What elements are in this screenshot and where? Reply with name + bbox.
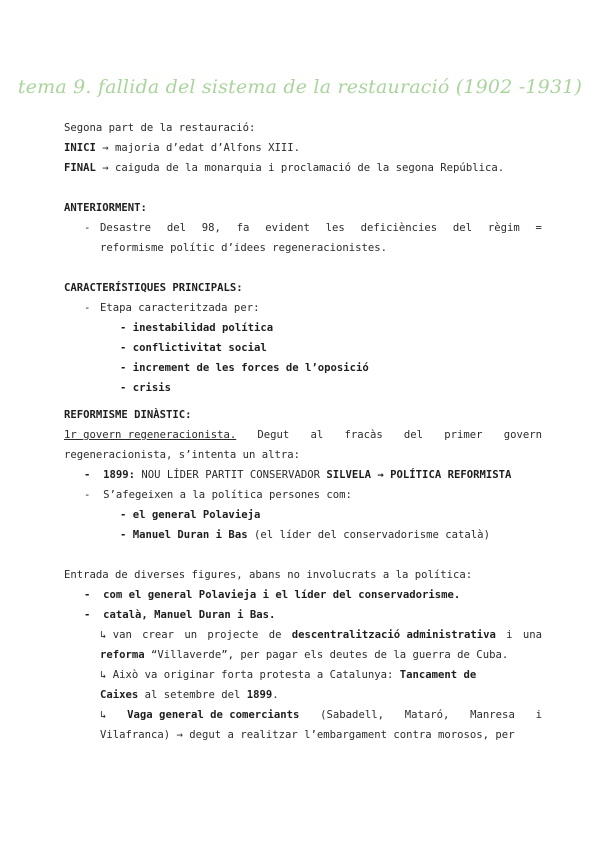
word: una	[522, 629, 542, 641]
underlined-phrase: 1r govern regeneracionista.	[64, 429, 237, 441]
paragraph-1-line-1	[100, 628, 542, 642]
word: =	[535, 222, 542, 234]
list-item: - inestabilidad política	[120, 322, 274, 334]
bold-phrase: Vaga general de comerciants	[127, 709, 300, 721]
reformisme-heading: REFORMISME DINÀSTIC:	[64, 409, 192, 421]
word: Mataró,	[404, 709, 450, 721]
reformisme-line-2: regeneracionista, s’intenta un altra:	[64, 449, 300, 461]
word: (Sabadell,	[320, 709, 384, 721]
word: 98,	[201, 222, 221, 234]
paragraph-2-line-1: ↳ Això va originar forta protesta a Catalunya: Tancament de	[100, 669, 477, 681]
inici-line	[64, 141, 300, 155]
list-item: - crisis	[120, 382, 172, 394]
anteriorment-line-1	[100, 221, 542, 235]
entrada-line: Entrada de diverses figures, abans no involucrats a la política:	[64, 569, 473, 581]
word: Manresa	[470, 709, 515, 721]
word: Desastre	[100, 222, 152, 234]
final-label: FINAL	[64, 162, 96, 174]
list-item: - conflictivitat social	[120, 342, 267, 354]
paragraph-2-line-2: Caixes al setembre del 1899.	[100, 689, 279, 701]
word: un	[184, 629, 198, 641]
word: Degut	[257, 429, 290, 441]
caracteristiques-intro: Etapa caracteritzada per:	[100, 302, 260, 314]
final-line	[64, 161, 504, 175]
list-item: - com el general Polavieja i el líder del conservadorisme.	[84, 589, 461, 601]
list-item: - català, Manuel Duran i Bas.	[84, 609, 276, 621]
word: evident	[265, 222, 310, 234]
word: ↳	[100, 709, 107, 721]
anteriorment-line-2: reformisme polític d’idees regeneracionistes.	[100, 242, 388, 254]
list-item: - el general Polavieja	[120, 509, 261, 521]
final-text: → caiguda de la monarquia i proclamació de la segona República.	[95, 162, 505, 174]
word: govern	[503, 429, 542, 441]
paragraph-1-line-2: reforma “Villaverde”, per pagar els deutes de la guerra de Cuba.	[100, 649, 509, 661]
list-item: - Manuel Duran i Bas (el líder del conservadorisme català)	[120, 529, 490, 541]
word: i	[535, 709, 542, 721]
word: al	[310, 429, 324, 441]
list-item: - increment de les forces de l’oposició	[120, 362, 369, 374]
word: de	[268, 629, 282, 641]
caracteristiques-heading: CARACTERÍSTIQUES PRINCIPALS:	[64, 282, 243, 294]
inici-label: INICI	[64, 142, 96, 154]
word: i	[506, 629, 513, 641]
inici-text: → majoria d’edat d’Alfons XIII.	[95, 142, 300, 154]
word: ↳ van	[100, 629, 132, 641]
word: fracàs	[344, 429, 383, 441]
paragraph-3-line-1	[100, 708, 542, 722]
list-item: - 1899: NOU LÍDER PARTIT CONSERVADOR SILVELA → POLÍTICA REFORMISTA	[84, 469, 512, 481]
document-title: tema 9. fallida del sistema de la restauració (1902 -1931)	[17, 76, 583, 98]
word: crear	[142, 629, 175, 641]
bullet-dash: -	[84, 302, 91, 314]
word: deficiències	[360, 222, 438, 234]
word: règim	[487, 222, 520, 234]
bullet-dash: -	[84, 222, 91, 234]
word: projecte	[207, 629, 259, 641]
paragraph-3-line-2: Vilafranca) → degut a realitzar l’embargament contra morosos, per	[100, 729, 515, 741]
reformisme-line-1	[64, 428, 542, 442]
word: les	[325, 222, 345, 234]
list-item: - S’afegeixen a la política persones com:	[84, 489, 352, 501]
word: del	[403, 429, 424, 441]
intro-line: Segona part de la restauració:	[64, 122, 256, 134]
word: del	[452, 222, 473, 234]
word: fa	[236, 222, 250, 234]
word: primer	[444, 429, 483, 441]
anteriorment-heading: ANTERIORMENT:	[64, 202, 147, 214]
bold-phrase: descentralització administrativa	[291, 629, 496, 641]
word: del	[166, 222, 186, 234]
